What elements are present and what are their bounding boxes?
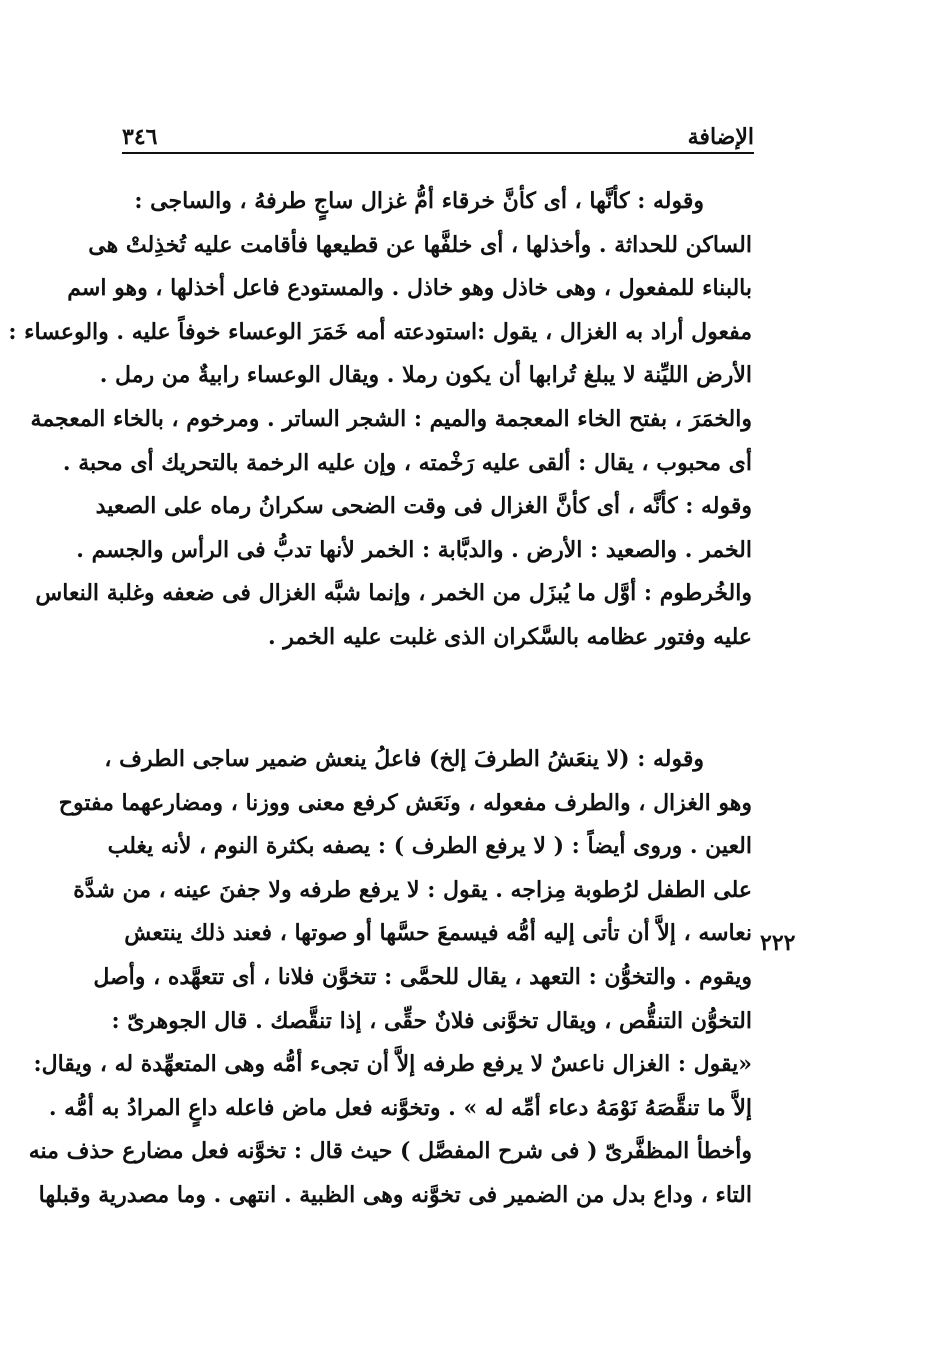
paragraph-1 (8, 180, 752, 660)
running-title: الإضافة (687, 124, 754, 150)
text-line: والخمَرَ ، بفتح الخاء المعجمة والميم : الشجر الساتر . ومرخوم ، بالخاء المعجمة (30, 405, 752, 432)
text-line: وقوله : (لا ينعَشُ الطرفَ إلخ) فاعلُ ينعش ضمير ساجى الطرف ، (104, 746, 704, 772)
margin-note-number: ٢٢٢ (760, 930, 796, 956)
page-number: ٣٤٦ (122, 124, 158, 150)
text-line: وقوله : كأنَّه ، أى كأنَّ الغزال فى وقت الضحى سكرانُ رماه على الصعيد (95, 493, 752, 520)
text-line: ويقوم . والتخوُّن : التعهد ، يقال للحمَّى : تتخوَّن فلانا ، أى تتعهَّده ، وأصل (93, 963, 752, 990)
text-line: مفعول أراد به الغزال ، يقول :استودعته أمه خَمَرَ الوعساء خوفاً عليه . والوعساء : (8, 318, 752, 345)
text-line: بالبناء للمفعول ، وهى خاذل وهو خاذل . والمستودع فاعل أخذلها ، وهو اسم (67, 275, 752, 302)
page-header (122, 112, 754, 150)
text-line: أى محبوب ، يقال : ألقى عليه رَخْمته ، وإن عليه الرخمة بالتحريك أى محبة . (62, 449, 752, 476)
text-line: الساكن للحداثة . وأخذلها ، أى خلفَّها عن قطيعها فأقامت عليه تُخذِلتْ هى (88, 231, 752, 258)
text-line: «يقول : الغزال ناعسٌ لا يرفع طرفه إلاَّ أن تجىء أمُّه وهى المتعهِّدة له ، ويقال: (33, 1051, 752, 1078)
text-line: التخوُّن التنقُّص ، ويقال تخوَّنى فلانٌ حقِّى ، إذا تنقَّصك . قال الجوهرىّ : (111, 1007, 752, 1034)
text-line: على الطفل لرُطوبة مِزاجه . يقول : لا يرفع طرفه ولا جفنَ عينه ، من شدَّة (73, 876, 752, 903)
paragraph-2 (28, 738, 752, 1218)
text-line: والخُرطوم : أوَّل ما يُبزَل من الخمر ، وإنما شبَّه الغزال فى ضعفه وغلبة النعاس (35, 580, 752, 607)
text-line: وهو الغزال ، والطرف مفعوله ، ونَعَش كرفع معنى ووزنا ، ومضارعهما مفتوح (58, 789, 752, 816)
header-rule (122, 152, 754, 154)
text-line: نعاسه ، إلاَّ أن تأتى إليه أمُّه فيسمعَ حسَّها أو صوتها ، فعند ذلك ينتعش (124, 920, 752, 947)
text-line: إلاَّ ما تنقَّصَهُ نَوْمَهُ دعاء أمِّه له » . وتخوَّنه فعل ماض فاعله داعٍ المرادُ به أمُّه . (48, 1094, 752, 1121)
text-line: الأرض الليِّنة لا يبلغ تُرابها أن يكون رملا . ويقال الوعساء رابيةٌ من رمل . (99, 362, 752, 389)
text-line: عليه وفتور عظامه بالسَّكران الذى غلبت عليه الخمر . (267, 623, 752, 650)
text-line: التاء ، وداع بدل من الضمير فى تخوَّنه وهى الظبية . انتهى . وما مصدرية وقبلها (38, 1181, 752, 1208)
text-line: العين . وروى أيضاً : ( لا يرفع الطرف ) : يصفه بكثرة النوم ، لأنه يغلب (107, 833, 752, 860)
text-line: وقوله : كأنَّها ، أى كأنَّ خرقاء أمُّ غزال ساجٍ طرفهُ ، والساجى : (134, 188, 704, 214)
text-line: الخمر . والصعيد : الأرض . والدبَّابة : الخمر لأنها تدبُّ فى الرأس والجسم . (76, 536, 752, 563)
text-line: وأخطأ المظفَّرىّ ( فى شرح المفصَّل ) حيث قال : تخوَّنه فعل مضارع حذف منه (28, 1138, 752, 1165)
